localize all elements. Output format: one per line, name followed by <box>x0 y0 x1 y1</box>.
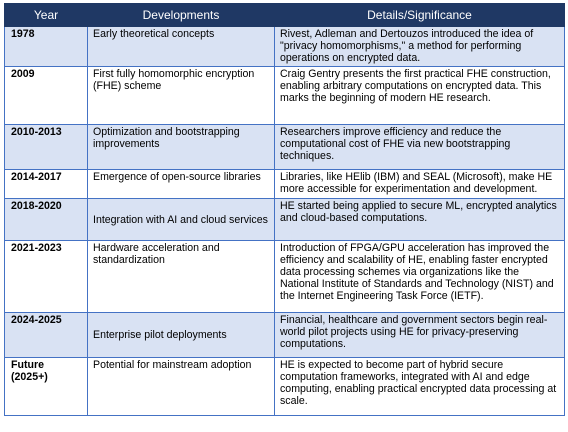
row-development: Optimization and bootstrapping improvements <box>88 125 275 170</box>
row-year: 2009 <box>5 67 88 125</box>
header-developments: Developments <box>88 4 275 27</box>
row-details: Financial, healthcare and government sectors begin real-world pilot projects using HE for privacy-preserving computations. <box>275 313 565 358</box>
table-row <box>5 241 565 313</box>
header-details: Details/Significance <box>275 4 565 27</box>
table-row <box>5 125 565 170</box>
row-development: Hardware acceleration and standardization <box>88 241 275 313</box>
he-timeline-table <box>4 3 565 416</box>
table-header-row <box>5 4 565 27</box>
row-year: 2014-2017 <box>5 170 88 199</box>
table-row <box>5 199 565 241</box>
table-row <box>5 27 565 67</box>
row-year: 2024-2025 <box>5 313 88 358</box>
table-row <box>5 313 565 358</box>
table-row <box>5 170 565 199</box>
row-details: Libraries, like HElib (IBM) and SEAL (Microsoft), make HE more accessible for experimentation and development. <box>275 170 565 199</box>
row-details: HE started being applied to secure ML, encrypted analytics and cloud-based computations. <box>275 199 565 241</box>
row-details: HE is expected to become part of hybrid secure computation frameworks, integrated with AI and edge computing, enabling practical encrypted data processing at scale. <box>275 358 565 416</box>
table-row <box>5 358 565 416</box>
row-details: Craig Gentry presents the first practical FHE construction, enabling arbitrary computations on encrypted data. This marks the beginning of modern HE research. <box>275 67 565 125</box>
row-year: 2010-2013 <box>5 125 88 170</box>
row-development: First fully homomorphic encryption (FHE) scheme <box>88 67 275 125</box>
row-year: 2018-2020 <box>5 199 88 241</box>
row-development: Potential for mainstream adoption <box>88 358 275 416</box>
table-row <box>5 67 565 125</box>
row-details: Introduction of FPGA/GPU acceleration has improved the efficiency and scalability of HE, enabling faster encrypted data processing schemes via organizations like the National Institute of Standards and Technology (NIST) and the Internet Engineering Task Force (IETF). <box>275 241 565 313</box>
row-development: Early theoretical concepts <box>88 27 275 67</box>
row-development: Enterprise pilot deployments <box>88 313 275 358</box>
row-year: 2021-2023 <box>5 241 88 313</box>
row-details: Researchers improve efficiency and reduce the computational cost of FHE via new bootstrapping techniques. <box>275 125 565 170</box>
header-year: Year <box>5 4 88 27</box>
row-development: Integration with AI and cloud services <box>88 199 275 241</box>
row-development: Emergence of open-source libraries <box>88 170 275 199</box>
row-details: Rivest, Adleman and Dertouzos introduced the idea of "privacy homomorphisms," a method for performing operations on encrypted data. <box>275 27 565 67</box>
row-year: 1978 <box>5 27 88 67</box>
row-year: Future (2025+) <box>5 358 88 416</box>
